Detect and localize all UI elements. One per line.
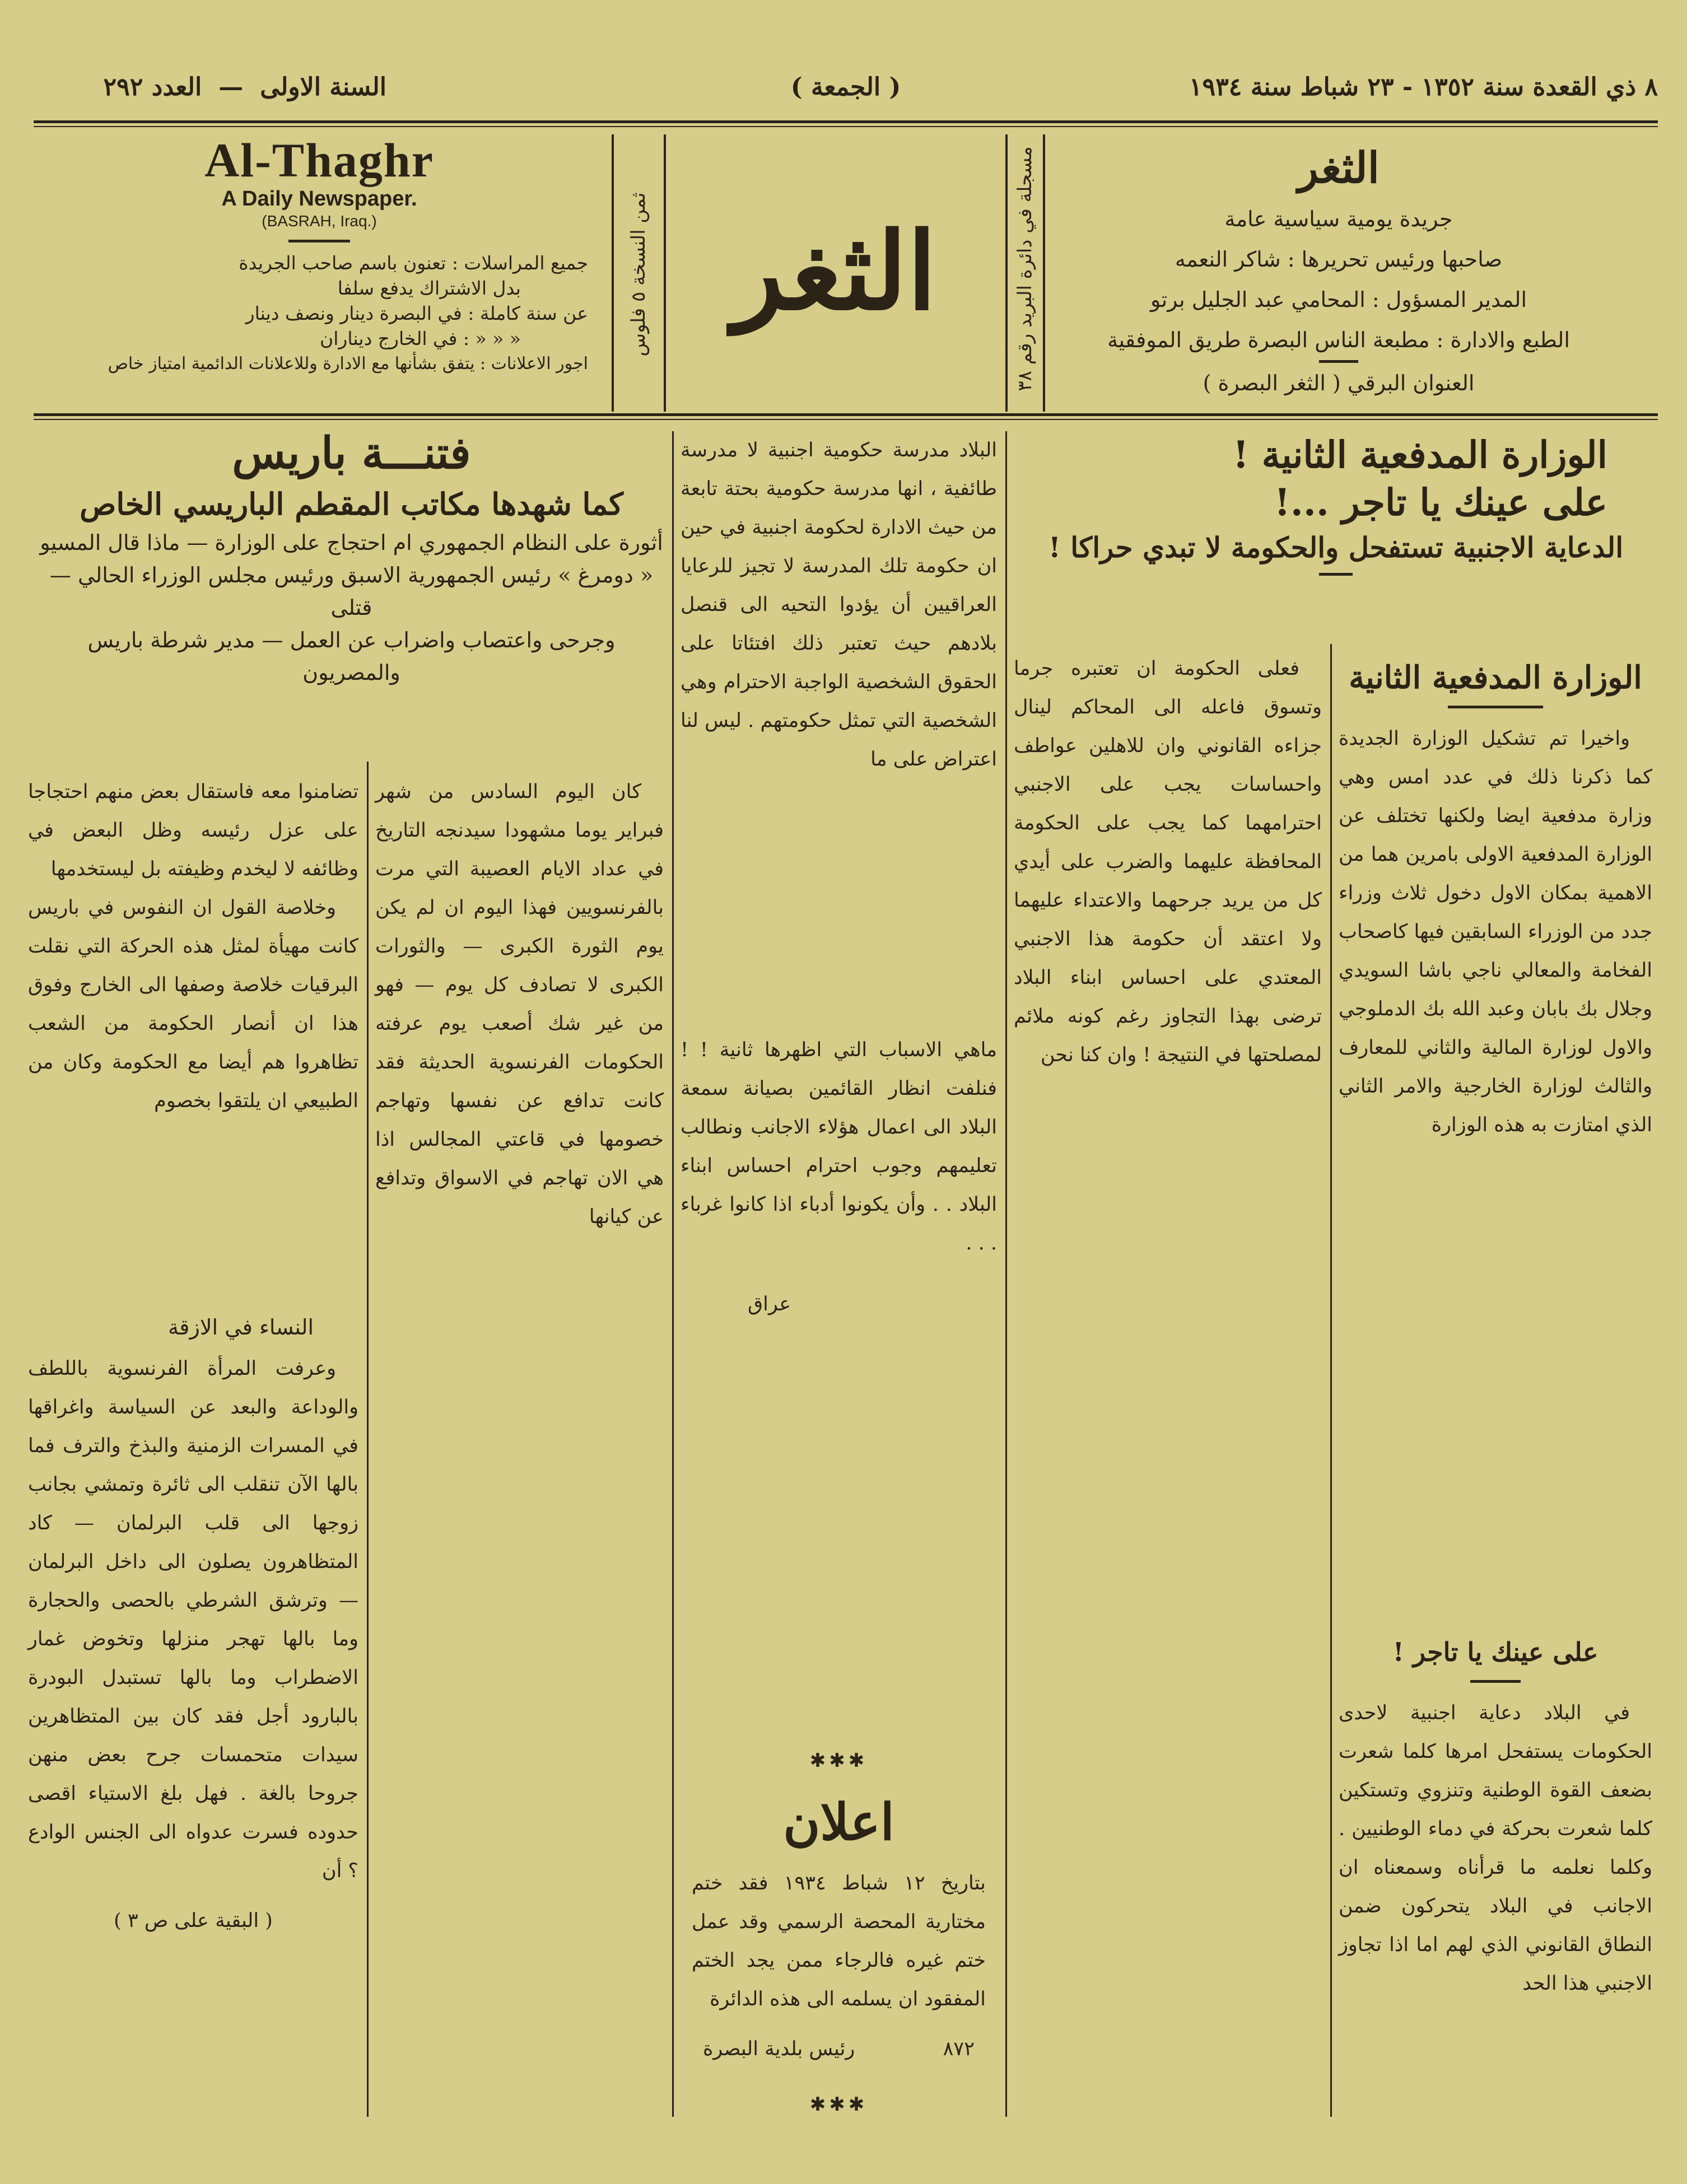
ornament: ✱✱✱ [809,2093,868,2116]
article-subtitle: كما شهدها مكاتب المقطم الباريسي الخاص [80,486,623,522]
ad-title: اعلان [783,1793,894,1852]
divider [1448,706,1543,708]
masthead-line: اجور الاعلانات : يتفق بشأنها مع الادارة وللاعلانات الدائمية امتياز خاص [108,354,588,374]
divider [1319,573,1353,576]
issue-label: العدد ٢٩٢ [103,73,202,101]
article-paragraph: وعرفت المرأة الفرنسوية باللطف والوداعة والبعد عن السياسة واغراقها في المسرات الزمنية والبذخ والترف فما بالها الآن تنقلب الى ثائرة وتمشي بجانب زوجها الى قلب البرلمان — كاد المتظاهرون يصلون الى داخل البرلمان — وترشق الشرطي بالحصى والحجارة وما بالها تهجر منزلها وتخوض غمار الاضطراب وما بالها تستبدل البودرة بالبارود أجل فقد كان بين المتظاهرين سيدات متحمسات جرح بعض منهن جروحا بالغة . فهل بلغ الاستياء اقصى حدوده فسرت عدواه الى الجنس الوادع ؟ أن [28,1357,358,1882]
column-4 [375,773,664,1236]
article-paragraph: ماهي الاسباب التي اظهرها ثانية ! ! فنلفت انظار القائمين بصيانة سمعة البلاد الى اعمال هؤلاء الاجانب ونطالب تعليمهم وجوب احترام احساس ابناء البلاد . . وأن يكونوا أدباء اذا كانوا غرباء . . . [681,1039,997,1254]
article-title: الوزارة المدفعية الثانية [1349,659,1642,696]
column-1 [1339,650,1652,1145]
masthead-line: عن سنة كاملة : في البصرة دينار ونصف دينار [245,302,588,324]
ad-body: بتاريخ ١٢ شباط ١٩٣٤ فقد ختم مختارية المحصة الرسمي وقد عمل ختم غيره فالرجاء ممن يجد الختم المفقود ان يسلمه الى هذه الدائرة [692,1872,986,2010]
masthead-logo: الثغر [732,209,937,334]
article-paragraph: في البلاد دعاية اجنبية لاحدى الحكومات يستفحل امرها كلما شعرت بضعف القوة الوطنية وتنزوي وتستكين كلما شعرت بحركة في دماء الوطنيين . وكلما نعلمه ما قرأناه وسمعناه ان الاجانب في البلاد يتحركون ضمن النطاق القانوني الذي لهم اما اذا تجاوز الاجنبي هذا الحد [1339,1702,1652,1995]
divider [288,240,350,242]
masthead-divider [1005,134,1008,412]
masthead-line: « « « : في الخارج ديناران [320,328,521,349]
ad-signer: رئيس بلدية البصرة [703,2038,855,2060]
column-2 [1014,650,1322,1075]
article-paragraph: كان اليوم السادس من شهر فبراير يوما مشهودا سيدنجه التاريخ في عداد الايام العصيبة التي مرت بالفرنسويين فهذا اليوم ان لم يكن يوم الثورة الكبرى — والثورات الكبرى لا تصادف كل يوم — فهو من غير شك أصعب يوم عرفته الحكومات الفرنسوية الحديثة فقد كانت تدافع عن نفسها وتهاجم خصومها في قاعتي المجالس اذا هي الان تهاجم في الاسواق وتدافع عن كيانها [375,781,664,1228]
article-paragraph: البلاد مدرسة حكومية اجنبية لا مدرسة طائفية ، انها مدرسة حكومية بحتة تابعة من حيث الادارة لحكومة اجنبية في حين ان حكومة تلك المدرسة لا تجيز للرعايا العراقيين أن يؤدوا التحيه الى قنصل بلادهم حيث تعتبر ذلك افتئاتا على الحقوق الشخصية الواجبة الاحترام وهي الشخصية التي تمثل حكومتهم . ليس لنا اعتراض على ما [681,439,997,771]
column-5 [28,773,358,1121]
masthead-line: صاحبها ورئيس تحريرها : شاكر النعمه [1175,247,1503,272]
column-rule [367,762,369,2117]
issue-info [50,73,386,101]
column-rule [1005,431,1007,2117]
ornament: ✱✱✱ [809,1749,868,1772]
paper-name: الثغر [1298,143,1380,193]
masthead-line: بدل الاشتراك يدفع سلفا [337,277,521,299]
continued-note: ( البقية على ص ٣ ) [114,1910,273,1932]
masthead-divider [1043,134,1045,412]
headline-line: الدعاية الاجنبية تستفحل والحكومة لا تبدي حراكا ! [1048,531,1624,564]
day-label: ( الجمعة ) [790,73,901,101]
english-title: Al-Thaghr [204,133,434,187]
dash: — [218,73,244,101]
masthead-right [1053,137,1624,403]
article-paragraph: تضامنوا معه فاستقال بعض منهم احتجاجا على عزل رئيسه وظل البعض في وظائفه لا ليخدم وظيفته بل ليستخدمها [28,781,358,880]
english-subtitle: A Daily Newspaper. [221,187,417,211]
english-place: (BASRAH, Iraq.) [262,212,377,230]
article-paragraph: فعلى الحكومة ان تعتبره جرما وتسوق فاعله الى المحاكم لينال جزاءه القانوني وان للاهلين عواطف واحساسات يجب على الاجنبي احترامهما كما يجب على الحكومة المحافظة عليهما والضرب على أيدي كل من يريد جرحهما والاعتداء عليهما ولا اعتقد أن حكومة هذا الاجنبي المعتدي على احساس ابناء البلاد ترضى بهذا التجاوز رغم كونه ملائم لمصلحتها في النتيجة ! وان كنا نحن [1014,657,1322,1066]
advertisement [681,1742,997,2124]
masthead-line: جميع المراسلات : تعنون باسم صاحب الجريدة [239,252,588,274]
masthead-line: المدير المسؤول : المحامي عبد الجليل برتو [1150,287,1527,312]
masthead-divider [664,134,666,412]
headline-line: على عينك يا تاجر ...! [1274,480,1607,524]
main-headline [1019,431,1652,587]
column-3 [681,431,997,1324]
masthead-top-rule [34,120,1658,127]
masthead-divider [612,134,614,412]
masthead-bottom-rule [34,413,1658,420]
article-title: فتنـــة باريس [232,428,471,479]
postal-registration: مسجلة في دائرة البريد رقم ٣٨ [1014,146,1036,391]
article-deck: وجرحى واعتصاب واضراب عن العمل — مدير شرطة باريس والمصريون [87,628,616,685]
headline-line: الوزارة المدفعية الثانية ! [1232,433,1607,477]
article-title: على عينك يا تاجر ! [1392,1637,1599,1667]
masthead-left [34,134,605,376]
divider [1470,1680,1521,1683]
masthead-line: العنوان البرقي ( الثغر البصرة ) [1203,371,1475,395]
copy-price: ثمن النسخة ٥ فلوس [627,192,650,357]
column-1-section [1339,1624,1652,2003]
article-deck: « دومرغ » رئيس الجمهورية الاسبق ورئيس مجلس الوزراء الحالي — قتلى [49,563,654,620]
article-signature: عراق [748,1293,791,1315]
article-deck: أثورة على النظام الجمهوري ام احتجاج على الوزارة — ماذا قال المسيو [40,530,663,555]
section-title: النساء في الازقة [167,1315,314,1340]
article-paragraph: وخلاصة القول ان النفوس في باريس كانت مهيأة لمثل هذه الحركة التي نقلت البرقيات خلاصة وصفها الى الخارج وفوق هذا ان أنصار الحكومة من الشعب تظاهروا هم أيضا مع الحكومة وكان من الطبيعي ان يلتقوا بخصوم [28,897,358,1112]
column-rule [1330,644,1332,2117]
ad-number: ٨٧٢ [943,2038,975,2060]
article-paragraph: واخيرا تم تشكيل الوزارة الجديدة كما ذكرنا ذلك في عدد امس وهي وزارة مدفعية ايضا ولكنها تختلف عن الوزارة المدفعية الاولى بامرين هما من الاهمية بمكان الاول دخول ثلاث وزراء جدد من الوزراء السابقين فيها كاصحاب الفخامة والمعالي ناجي باشا السويدي وجلال بك بابان وعبد الله بك الدملوجي والاول لوزارة المالية والثاني للمعارف والثالث لوزارة الخارجية والامر الثاني الذي امتازت به هذه الوزارة [1339,727,1652,1136]
year-label: السنة الاولى [260,73,386,101]
date-line: ٨ ذي القعدة سنة ١٣٥٢ - ٢٣ شباط سنة ١٩٣٤ [1189,73,1658,101]
paris-headline [39,426,664,689]
column-rule [672,431,674,2117]
column-5-section [28,1305,358,1940]
masthead-line: جريدة يومية سياسية عامة [1224,207,1453,231]
masthead-line: الطبع والادارة : مطبعة الناس البصرة طريق الموفقية [1107,328,1570,352]
